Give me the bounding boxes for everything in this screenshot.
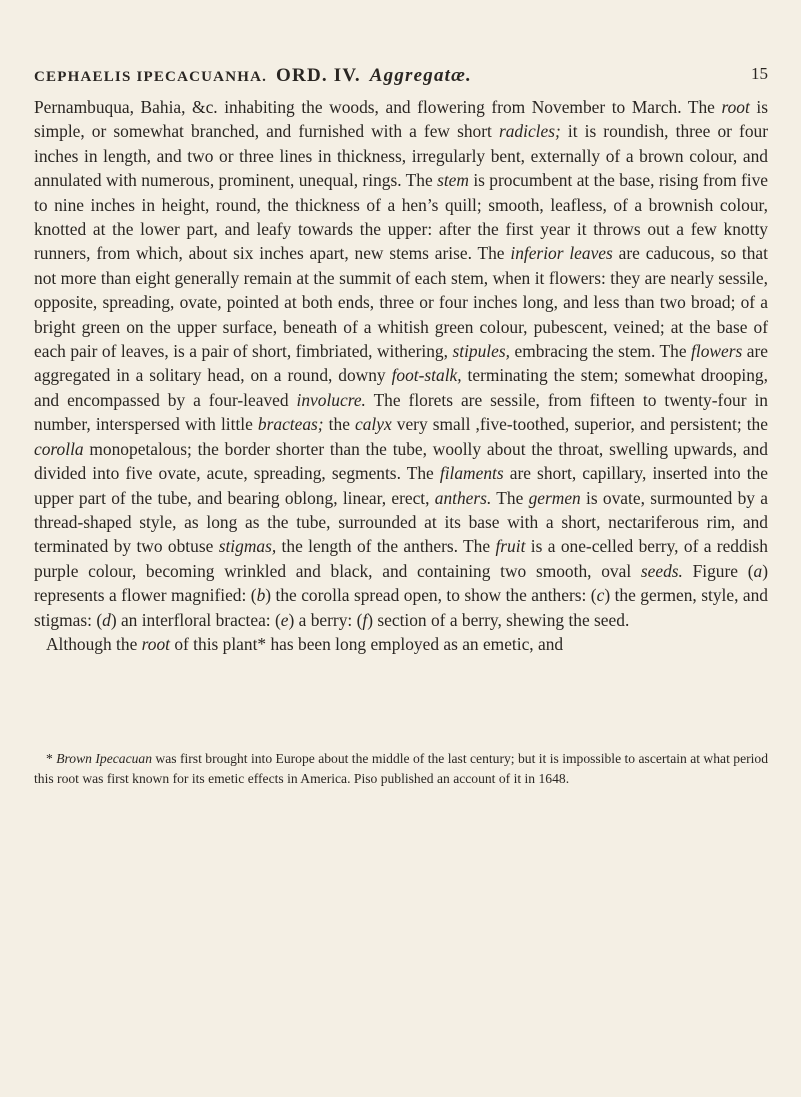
text-run: it is roundish, three or four inches in length, and two or three lines in thickness, irregularly bent, externally of a brown colour, and annulated with numerous, prominent, unequal, rings. The [34, 121, 768, 191]
italic-term: stem [437, 170, 469, 191]
text-run: ) the germen, style, and stigmas: ( [34, 585, 768, 630]
italic-term: c [596, 585, 605, 606]
text-run: Figure ( [682, 560, 754, 581]
italic-term: anthers. [434, 487, 492, 508]
italic-term: corolla [34, 438, 84, 459]
running-title: CEPHAELIS IPECACUANHA. [34, 69, 268, 85]
text-run: are aggregated in a solitary head, on a round, downy [34, 341, 768, 386]
italic-term: b [256, 585, 266, 606]
text-run: ) represents a flower magnified: ( [34, 560, 768, 606]
italic-term: filaments [439, 463, 504, 484]
text-run: ) a berry: ( [288, 609, 363, 630]
italic-term: bracteas; [257, 414, 324, 435]
text-run: is procumbent at the base, rising from five to nine inches in height, round, the thickness of a hen’s quill; smooth, leafless, of a brownish colour, knotted at the lower part, and leafy towards the upper: after the first year it throws out a few knotty runners, from which, about six inches apart, new stems arise. The [34, 170, 768, 264]
group-name: Aggregatæ. [369, 65, 472, 86]
italic-term: stipules, [452, 341, 510, 362]
italic-term: radicles; [498, 121, 561, 142]
italic-term: Brown Ipecacuan [56, 751, 152, 766]
text-run: ) the corolla spread open, to show the anthers: ( [265, 585, 597, 606]
page-number: 15 [751, 64, 768, 83]
italic-term: germen [528, 487, 581, 508]
text-run: of this plant* has been long employed as an emetic, and [170, 633, 564, 654]
running-header [34, 62, 768, 88]
italic-term: root [141, 633, 170, 654]
main-paragraph [34, 95, 768, 656]
text-run: * [46, 751, 57, 766]
footnote [34, 749, 768, 788]
text-run: Although the [46, 633, 142, 654]
text-run: monopetalous; the border shorter than the tube, woolly about the throat, swelling upwards, and divided into five ovate, acute, spreading, segments. The [34, 438, 768, 484]
italic-term: root [721, 97, 750, 117]
italic-term: inferior leaves [510, 243, 613, 264]
text-run: The [491, 487, 529, 508]
italic-term: a [753, 560, 763, 581]
text-run: very small ,five-toothed, superior, and persistent; the [391, 414, 768, 435]
header-title-group [34, 65, 472, 87]
text-run: are short, capillary, inserted into the upper part of the tube, and bearing oblong, linear, erect, [34, 463, 768, 508]
italic-term: flowers [691, 341, 743, 362]
text-run: Pernambuqua, Bahia, &c. inhabiting the woods, and flowering from November to March. The [34, 97, 722, 117]
italic-term: calyx [355, 414, 392, 435]
text-run: is a one-celled berry, of a reddish purple colour, becoming wrinkled and black, and containing two smooth, oval [34, 536, 768, 581]
order-label: ORD. IV. [276, 65, 361, 86]
text-run: embracing the stem. The [509, 341, 692, 362]
italic-term: d [102, 609, 111, 630]
text-run: is simple, or somewhat branched, and furnished with a few short [34, 97, 768, 142]
italic-term: e [280, 609, 289, 630]
italic-term: involucre. [296, 389, 366, 410]
text-run: the length of the anthers. The [276, 536, 496, 557]
italic-term: stigmas, [218, 536, 277, 557]
italic-term: f [362, 609, 368, 630]
text-run: was first brought into Europe about the middle of the last century; but it is impossible to ascertain at what period this root was first known for its emetic effects in America. Piso published an account of it in 1648. [34, 751, 768, 786]
text-run: ) section of a berry, shewing the seed. [367, 609, 630, 630]
text-run: terminating the stem; somewhat drooping, and encompassed by a four-leaved [34, 365, 768, 410]
text-run: ) an interfloral bractea: ( [110, 609, 281, 630]
text-run: The florets are sessile, from fifteen to twenty-four in number, interspersed with little [34, 389, 768, 435]
italic-term: seeds. [640, 560, 683, 581]
italic-term: fruit [495, 536, 526, 557]
italic-term: foot-stalk, [391, 365, 462, 386]
text-run: is ovate, surmounted by a thread-shaped style, as long as the tube, surrounded at its base with a short, nectariferous rim, and terminated by two obtuse [34, 487, 768, 557]
text-run: the [323, 414, 355, 435]
text-run: are caducous, so that not more than eight generally remain at the summit of each stem, when it flowers: they are nearly sessile, opposite, spreading, ovate, pointed at both ends, three or four inches long, and less than two broad; of a bright green on the upper surface, beneath of a whitish green colour, pubescent, veined; at the base of each pair of leaves, is a pair of short, fimbriated, withering, [34, 243, 768, 362]
